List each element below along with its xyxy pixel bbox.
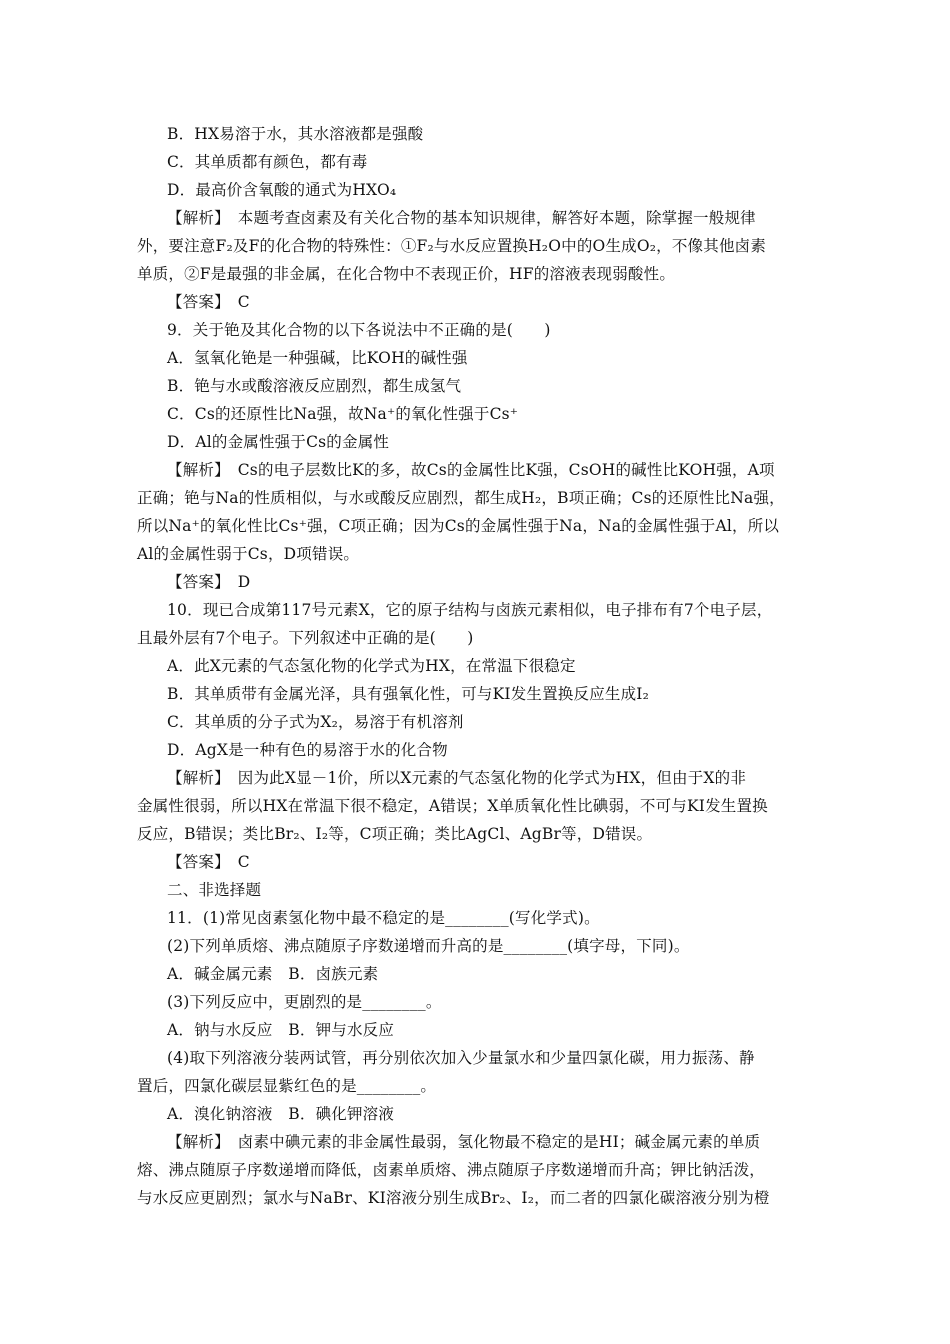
text-line-l2: C．其单质都有颜色，都有毒 (167, 153, 368, 171)
text-line-l36: A．溴化钠溶液 B．碘化钾溶液 (167, 1105, 395, 1123)
text-line-l10: B．铯与水或酸溶液反应剧烈，都生成氢气 (167, 377, 462, 395)
text-line-l15: 所以Na⁺的氧化性比Cs⁺强，C项正确；因为Cs的金属性强于Na，Na的金属性强于Al，所以 (137, 517, 780, 535)
text-line-l31: A．碱金属元素 B．卤族元素 (167, 965, 379, 983)
text-line-l30: (2)下列单质熔、沸点随原子序数递增而升高的是________(填字母，下同)。 (167, 937, 690, 955)
text-line-l7: 【答案】 C (167, 293, 250, 311)
text-line-l13: 【解析】 Cs的电子层数比K的多，故Cs的金属性比K强，CsOH的碱性比KOH强，A项 (167, 461, 775, 479)
text-line-l33: A．钠与水反应 B．钾与水反应 (167, 1021, 395, 1039)
text-line-l6: 单质，②F是最强的非金属，在化合物中不表现正价，HF的溶液表现弱酸性。 (137, 265, 676, 283)
text-line-l4: 【解析】 本题考查卤素及有关化合物的基本知识规律，解答好本题，除掌握一般规律 (167, 209, 756, 227)
text-line-l39: 与水反应更剧烈；氯水与NaBr、KI溶液分别生成Br₂、I₂，而二者的四氯化碳溶液分别为橙 (137, 1189, 770, 1207)
text-line-l37: 【解析】 卤素中碘元素的非金属性最弱，氢化物最不稳定的是HI；碱金属元素的单质 (167, 1133, 761, 1151)
text-line-l26: 反应，B错误；类比Br₂、I₂等，C项正确；类比AgCl、AgBr等，D错误。 (137, 825, 653, 843)
text-line-l25: 金属性很弱，所以HX在常温下很不稳定，A错误；X单质氧化性比碘弱，不可与KI发生置换 (137, 797, 768, 815)
text-line-l1: B．HX易溶于水，其水溶液都是强酸 (167, 125, 424, 143)
text-line-l27: 【答案】 C (167, 853, 250, 871)
text-line-l22: C．其单质的分子式为X₂，易溶于有机溶剂 (167, 713, 464, 731)
text-line-l5: 外，要注意F₂及F的化合物的特殊性：①F₂与水反应置换H₂O中的O生成O₂，不像其他卤素 (137, 237, 767, 255)
text-line-l23: D．AgX是一种有色的易溶于水的化合物 (167, 741, 448, 759)
text-line-l20: A．此X元素的气态氢化物的化学式为HX，在常温下很稳定 (167, 657, 576, 675)
text-line-l8: 9．关于铯及其化合物的以下各说法中不正确的是( ) (167, 321, 551, 339)
text-line-l11: C．Cs的还原性比Na强，故Na⁺的氧化性强于Cs⁺ (167, 405, 519, 423)
text-line-l28: 二、非选择题 (167, 881, 262, 899)
text-line-l14: 正确；铯与Na的性质相似，与水或酸反应剧烈，都生成H₂，B项正确；Cs的还原性比Na强， (137, 489, 785, 507)
text-line-l16: Al的金属性弱于Cs，D项错误。 (137, 545, 360, 563)
text-line-l18: 10．现已合成第117号元素X，它的原子结构与卤族元素相似，电子排布有7个电子层， (167, 601, 773, 619)
text-line-l32: (3)下列反应中，更剧烈的是________。 (167, 993, 442, 1011)
text-line-l35: 置后，四氯化碳层显紫红色的是________。 (137, 1077, 437, 1095)
text-line-l17: 【答案】 D (167, 573, 251, 591)
text-line-l12: D．Al的金属性强于Cs的金属性 (167, 433, 390, 451)
text-line-l29: 11．(1)常见卤素氢化物中最不稳定的是________(写化学式)。 (167, 909, 600, 927)
text-line-l9: A．氢氧化铯是一种强碱，比KOH的碱性强 (167, 349, 468, 367)
text-line-l21: B．其单质带有金属光泽，具有强氧化性，可与KI发生置换反应生成I₂ (167, 685, 650, 703)
text-line-l34: (4)取下列溶液分装两试管，再分别依次加入少量氯水和少量四氯化碳，用力振荡、静 (167, 1049, 755, 1067)
text-line-l19: 且最外层有7个电子。下列叙述中正确的是( ) (137, 629, 474, 647)
text-line-l3: D．最高价含氧酸的通式为HXO₄ (167, 181, 397, 199)
text-line-l24: 【解析】 因为此X显－1价，所以X元素的气态氢化物的化学式为HX，但由于X的非 (167, 769, 747, 787)
text-line-l38: 熔、沸点随原子序数递增而降低，卤素单质熔、沸点随原子序数递增而升高；钾比钠活泼， (137, 1161, 766, 1179)
